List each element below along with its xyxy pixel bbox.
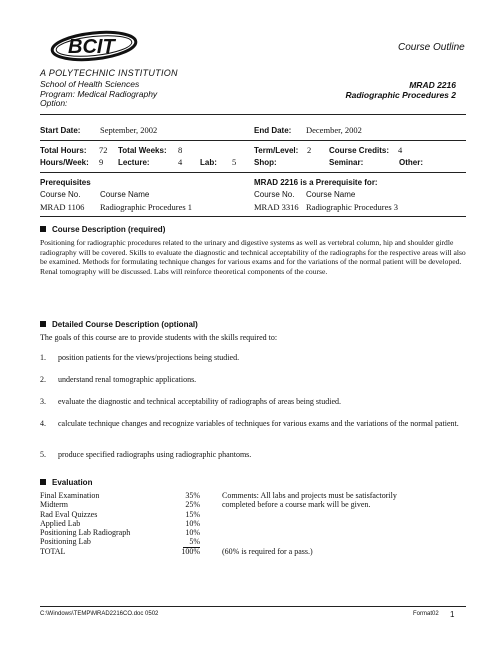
next-course-no: MRAD 3316 [254, 202, 299, 212]
course-code: MRAD 2216 [409, 80, 456, 90]
evaluation-total-label: TOTAL [40, 546, 66, 556]
option-label: Option: [40, 98, 68, 108]
evaluation-row [40, 519, 200, 528]
evaluation-pct: 35% [185, 491, 200, 500]
divider [40, 140, 466, 141]
total-hours-label: Total Hours: [40, 146, 87, 155]
bcit-logo [48, 26, 144, 66]
bcit-logo-graphic [48, 26, 144, 66]
divider [40, 216, 466, 217]
end-date-value: December, 2002 [306, 125, 362, 135]
evaluation-comments: Comments: All labs and projects must be satisfactorily completed before a course mark will be given. [222, 491, 397, 510]
course-title: Radiographic Procedures 2 [345, 90, 456, 100]
evaluation-pct: 5% [183, 537, 200, 547]
goal-text: produce specified radiographs using radiographic phantoms. [58, 450, 252, 459]
evaluation-item: Positioning Lab Radiograph [40, 528, 131, 538]
evaluation-pct: 10% [185, 518, 200, 528]
prereq-col-no: Course No. [40, 190, 81, 199]
evaluation-title: Evaluation [52, 478, 93, 487]
evaluation-pct: 25% [185, 500, 200, 510]
divider [40, 172, 466, 173]
prereq-course-no: MRAD 1106 [40, 202, 85, 212]
lab-label: Lab: [200, 158, 217, 167]
start-date-label: Start Date: [40, 126, 81, 135]
evaluation-total-row [40, 547, 200, 556]
evaluation-row [40, 491, 200, 500]
evaluation-row [40, 510, 200, 519]
evaluation-item: Applied Lab [40, 518, 81, 528]
goal-text: evaluate the diagnostic and technical acceptability of radiographs of areas being studied. [58, 397, 341, 406]
next-col-no: Course No. [254, 190, 295, 199]
section-bullet-icon [40, 321, 46, 327]
program-name: Program: Medical Radiography [40, 88, 158, 99]
goal-text: understand renal tomographic applications. [58, 375, 197, 384]
evaluation-pct: 10% [185, 528, 200, 538]
tagline: A POLYTECHNIC INSTITUTION [40, 68, 178, 78]
term-value: 2 [307, 145, 312, 155]
shop-label: Shop: [254, 158, 277, 167]
credits-value: 4 [398, 145, 403, 155]
goal-number: 1. [40, 353, 46, 362]
evaluation-table [40, 491, 200, 556]
term-label: Term/Level: [254, 146, 299, 155]
seminar-label: Seminar: [329, 158, 364, 167]
pass-note: (60% is required for a pass.) [222, 547, 313, 556]
next-col-name: Course Name [306, 190, 356, 199]
evaluation-item: Midterm [40, 500, 68, 510]
prereq-course-name: Radiographic Procedures 1 [100, 202, 193, 212]
total-hours-value: 72 [99, 145, 108, 155]
evaluation-heading [40, 478, 92, 487]
evaluation-item: Rad Eval Quizzes [40, 509, 98, 519]
is-prereq-title: MRAD 2216 is a Prerequisite for: [254, 178, 378, 187]
hours-week-value: 9 [99, 157, 104, 167]
course-description-heading [40, 225, 165, 234]
footer-page-number: 1 [450, 610, 455, 619]
start-date-value: September, 2002 [100, 125, 158, 135]
evaluation-total-pct: 100% [181, 546, 200, 556]
detailed-intro: The goals of this course are to provide students with the skills required to: [40, 333, 278, 342]
goal-text: calculate technique changes and recognize variables of techniques for various exams and the variations of the normal patient. [58, 419, 459, 428]
lab-value: 5 [232, 157, 237, 167]
school-info [40, 80, 157, 109]
course-description-title: Course Description (required) [52, 225, 166, 234]
prereq-title: Prerequisites [40, 178, 91, 187]
evaluation-row [40, 528, 200, 537]
goal-text: position patients for the views/projections being studied. [58, 353, 240, 362]
divider [40, 114, 466, 115]
lecture-label: Lecture: [118, 158, 150, 167]
course-heading [345, 80, 456, 100]
section-bullet-icon [40, 226, 46, 232]
next-course-name: Radiographic Procedures 3 [306, 202, 399, 212]
prereq-col-name: Course Name [100, 190, 150, 199]
end-date-label: End Date: [254, 126, 292, 135]
goal-number: 3. [40, 397, 46, 406]
other-label: Other: [399, 158, 423, 167]
total-weeks-label: Total Weeks: [118, 146, 167, 155]
evaluation-row [40, 537, 200, 546]
detailed-description-heading [40, 320, 198, 329]
evaluation-row [40, 500, 200, 509]
detailed-description-title: Detailed Course Description (optional) [52, 320, 198, 329]
course-description-text: Positioning for radiographic procedures related to the urinary and digestive systems as well as vertebral column, hip and shoulder girdle radiography will be covered. Skills to evaluate the diagnostic and technical acceptability of the radiographs for the respective areas will also be examined. Methods for formulating technique changes for various exams and for the variations of the normal patient will be developed. Renal tomography will be discussed. Labs will reinforce theoretical components of the course. [40, 238, 466, 276]
goal-number: 5. [40, 450, 46, 459]
goal-number: 4. [40, 419, 46, 428]
goal-number: 2. [40, 375, 46, 384]
evaluation-pct: 15% [185, 509, 200, 519]
total-weeks-value: 8 [178, 145, 183, 155]
section-bullet-icon [40, 479, 46, 485]
logo-text: BCIT [68, 36, 115, 58]
lecture-value: 4 [178, 157, 183, 167]
footer-path: C:\Windows\TEMP\MRAD2216CO.doc 0502 [40, 611, 159, 617]
evaluation-item: Final Examination [40, 491, 100, 500]
footer-form: Format02 [413, 611, 439, 617]
doc-type: Course Outline [398, 42, 465, 53]
footer-divider [40, 606, 466, 607]
school-name: School of Health Sciences [40, 79, 140, 89]
credits-label: Course Credits: [329, 146, 390, 155]
evaluation-item: Positioning Lab [40, 537, 91, 547]
hours-week-label: Hours/Week: [40, 158, 89, 167]
